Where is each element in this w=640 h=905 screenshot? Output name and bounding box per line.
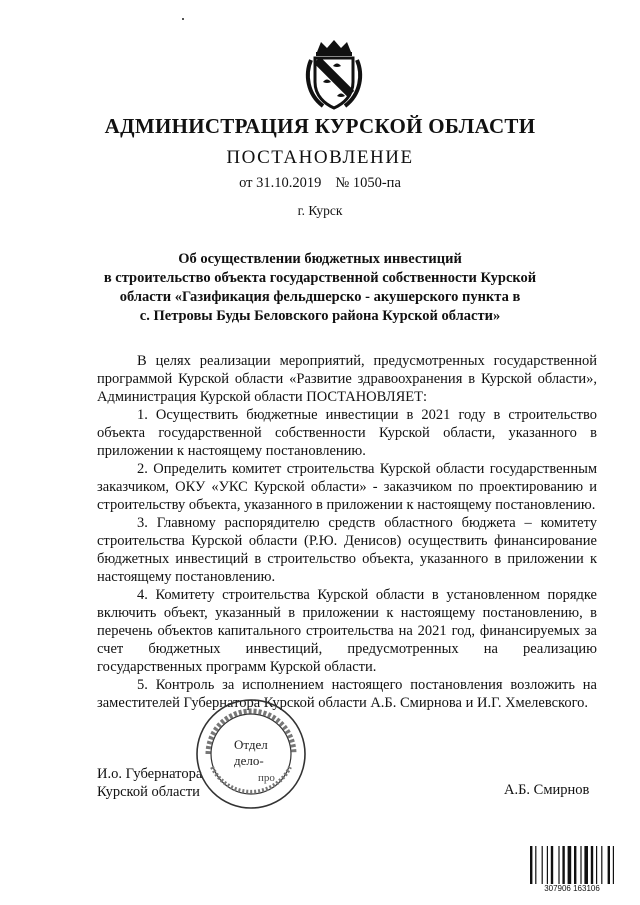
document-body [97, 352, 597, 712]
stamp-text: дело- [234, 753, 264, 768]
document-number: № 1050-па [335, 175, 401, 191]
document-type: ПОСТАНОВЛЕНИЕ [226, 147, 414, 168]
official-stamp [194, 697, 308, 811]
paragraph: 5. Контроль за исполнением настоящего постановления возложить на заместителей Губернатора Курской области А.Б. Смирнова и И.Г. Хмелевского. [97, 677, 597, 711]
scan-speck [182, 18, 184, 20]
title-line: в строительство объекта государственной собственности Курской [103, 270, 537, 286]
coat-of-arms-icon [303, 38, 365, 110]
document-date: от 31.10.2019 [239, 175, 322, 191]
signatory-position-line: Курской области [97, 784, 200, 800]
stamp-text: про [258, 772, 275, 784]
paragraph: 2. Определить комитет строительства Курской области государственным заказчиком, ОКУ «УКС Курской области» - заказчиком по проектированию и строительству объекта, указанного в приложении к настоящему постановлению. [97, 461, 597, 513]
document-title [0, 250, 640, 326]
document-date-number [0, 175, 640, 192]
title-line: области «Газификация фельдшерско - акушерского пункта в [119, 289, 521, 305]
paragraph: 3. Главному распорядителю средств областного бюджета – комитету строительства Курской области (Р.Ю. Денисов) осуществить финансирование бюджетных инвестиций в строительство объекта, указанного в приложении к настоящему постановлению. [97, 515, 597, 585]
signatory-position-line: И.о. Губернатора [97, 766, 203, 782]
signatory-position [97, 765, 202, 801]
title-line: Об осуществлении бюджетных инвестиций [178, 251, 462, 267]
signatory-name: А.Б. Смирнов [504, 782, 590, 798]
paragraph: В целях реализации мероприятий, предусмотренных государственной программой Курской области «Развитие здравоохранения в Курской области», Администрация Курской области ПОСТАНОВЛЯЕТ: [97, 353, 597, 405]
barcode-number: 307906 163106 [528, 884, 616, 893]
paragraph: 1. Осуществить бюджетные инвестиции в 2021 году в строительство объекта государственной собственности Курской области, указанного в приложении к настоящему постановлению. [97, 407, 597, 459]
document-city: г. Курск [297, 203, 343, 218]
stamp-text: Отдел [234, 737, 268, 752]
title-line: с. Петровы Буды Беловского района Курской области» [139, 308, 501, 324]
paragraph: 4. Комитету строительства Курской области в установленном порядке включить объект, указанный в приложении к настоящему постановлению, в перечень объектов капитального строительства на 2021 год, финансируемых за счет бюджетных инвестиций, предусмотренных на реализацию государственных программ Курской области. [97, 587, 597, 675]
organization-heading: АДМИНИСТРАЦИЯ КУРСКОЙ ОБЛАСТИ [104, 114, 536, 138]
